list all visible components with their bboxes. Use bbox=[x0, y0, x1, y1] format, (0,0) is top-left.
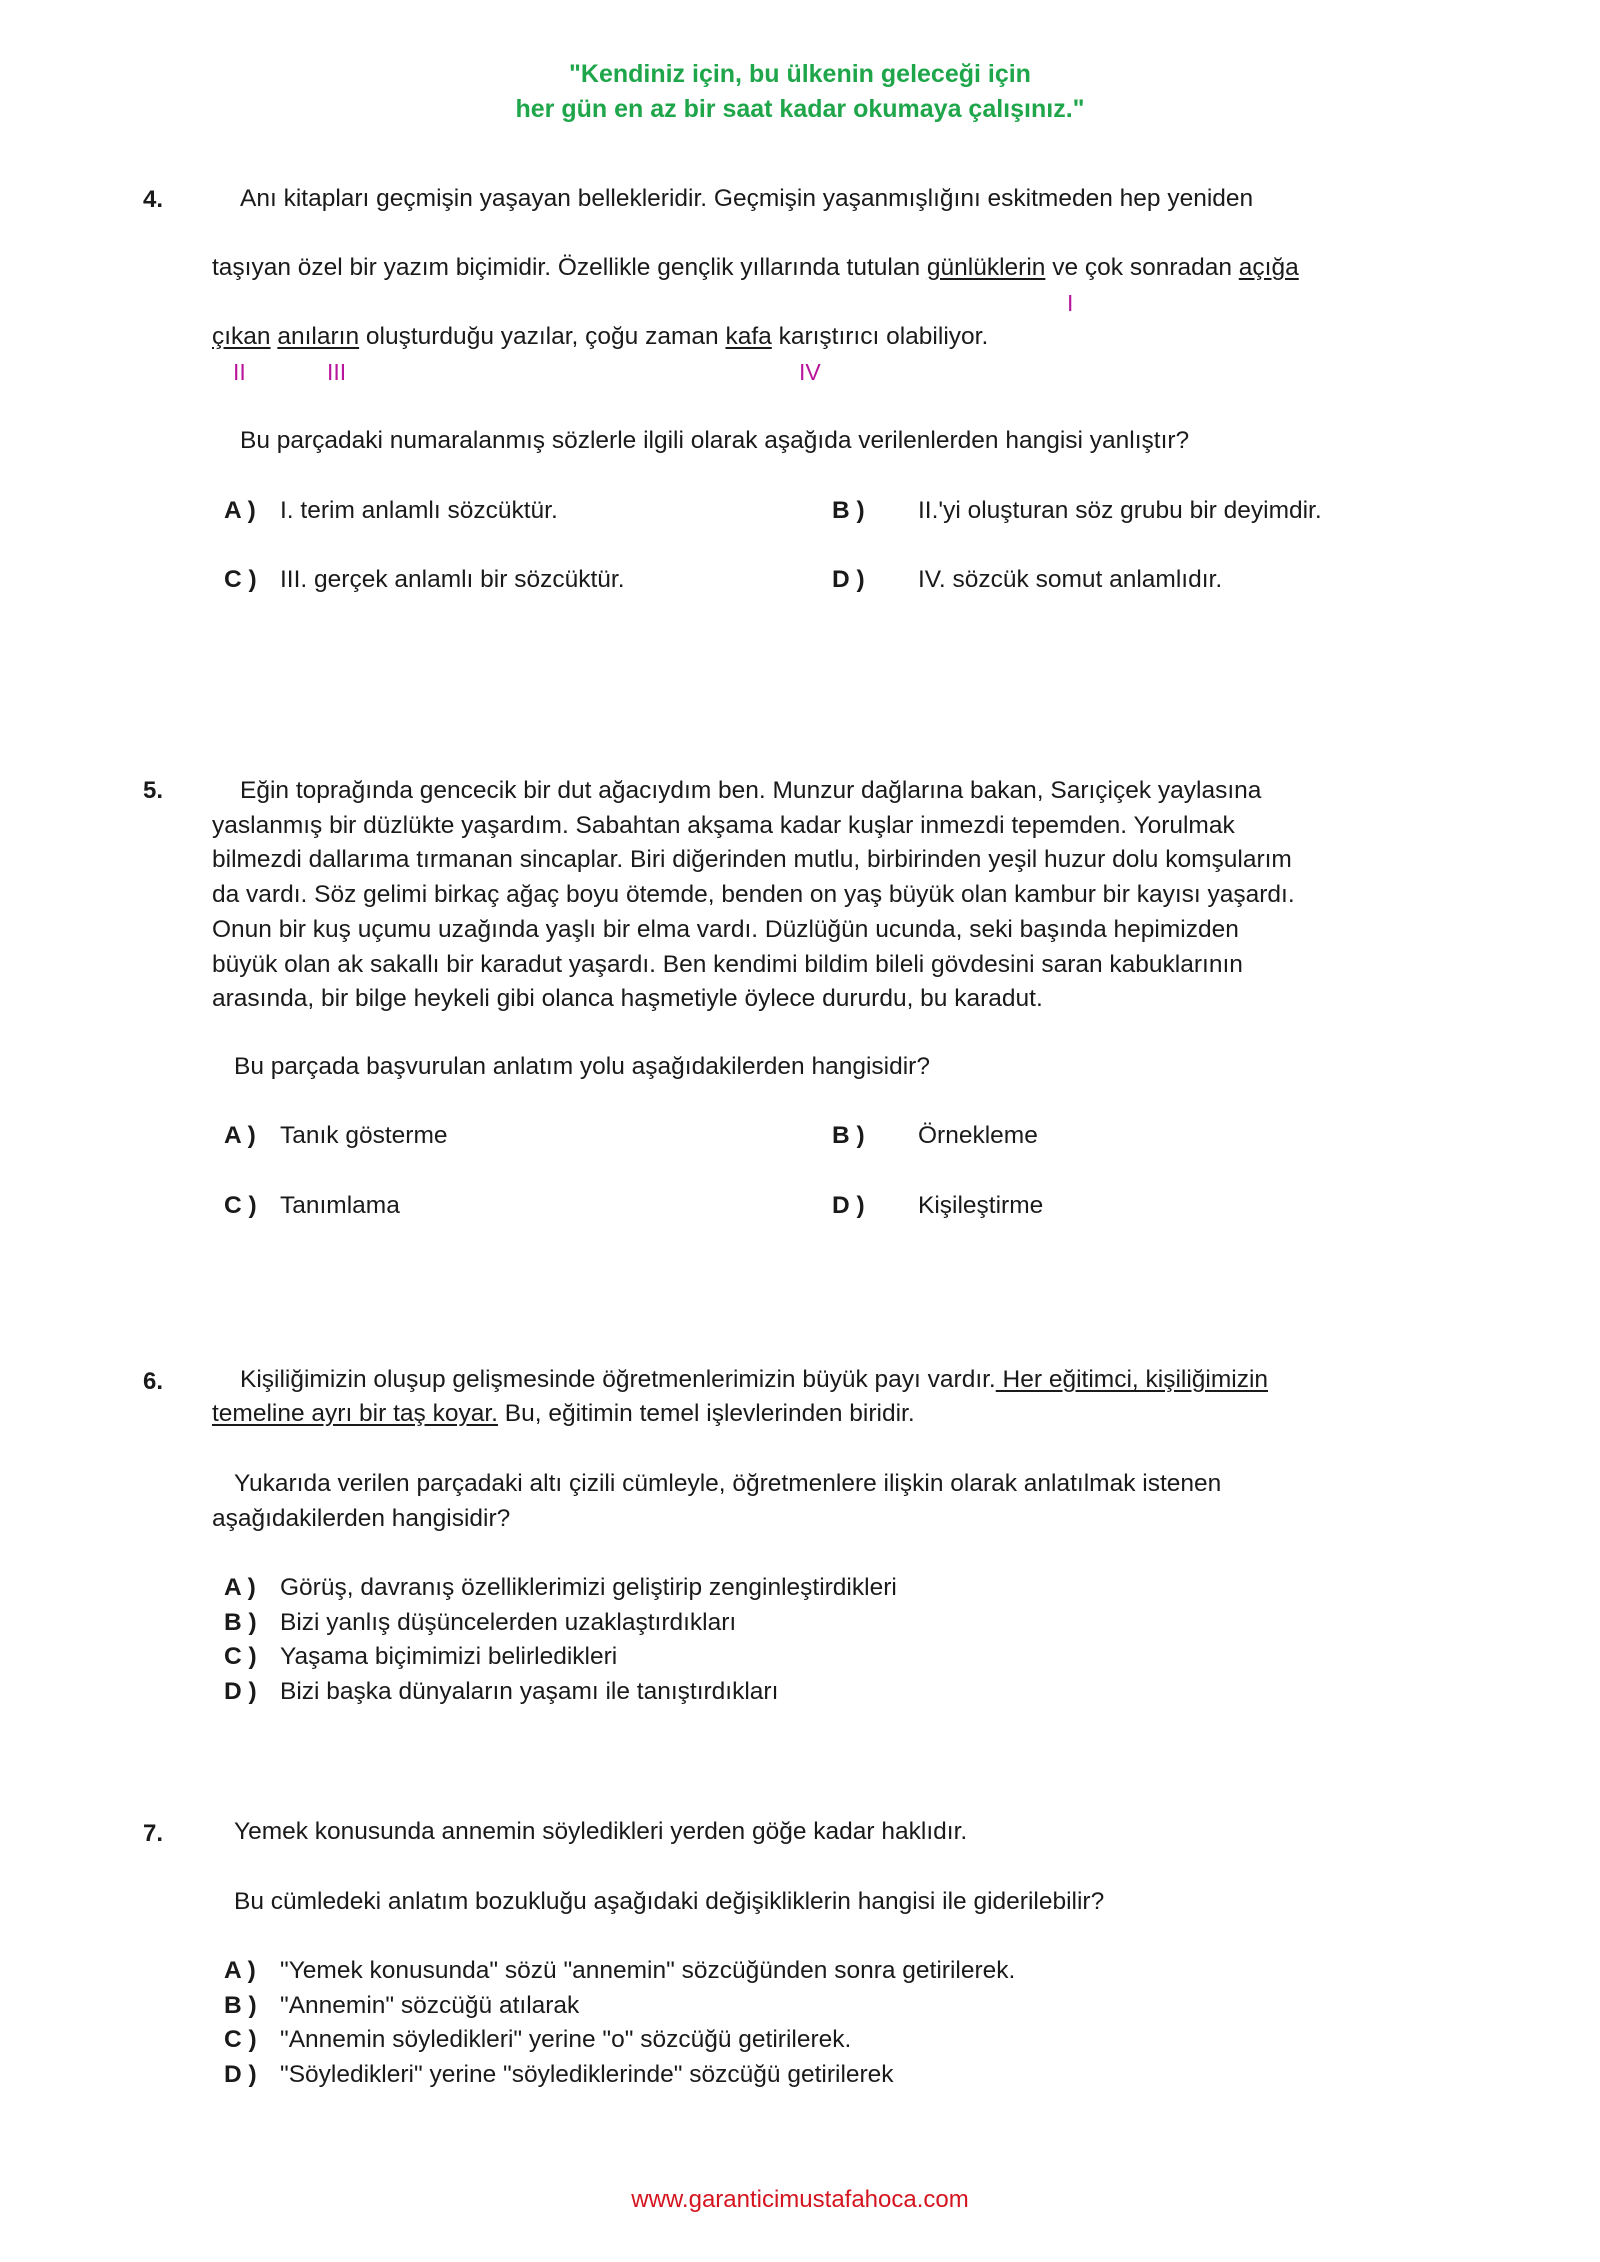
word-aciga: açığa bbox=[1238, 254, 1299, 281]
passage-line: arasında, bir bilge heykeli gibi olanca haşmetiyle öylece dururdu, bu karadut. bbox=[212, 985, 1043, 1013]
option-d[interactable]: D ) Bizi başka dünyaların yaşamı ile tanıştırdıkları bbox=[224, 1678, 779, 1705]
passage bbox=[212, 774, 1442, 1017]
option-d[interactable]: D ) "Söyledikleri" yerine "söylediklerinde" sözcüğü getirilerek bbox=[224, 2061, 894, 2088]
passage-line: yaslanmış bir düzlükte yaşardım. Sabahtan akşama kadar kuşlar inmezdi tepemden. Yorulmak bbox=[212, 811, 1235, 839]
mark-I: I bbox=[1067, 290, 1074, 316]
question-text-2: aşağıdakilerden hangisidir? bbox=[212, 1505, 511, 1532]
sentence: Yemek konusunda annemin söyledikleri yerden göğe kadar haklıdır. bbox=[234, 1818, 968, 1845]
option-b[interactable]: B ) "Annemin" sözcüğü atılarak bbox=[224, 1992, 580, 2019]
option-a[interactable]: A ) Görüş, davranış özelliklerimizi geliştirip zenginleştirdikleri bbox=[224, 1574, 897, 1601]
word-kafa: kafa bbox=[725, 323, 772, 350]
motto-line-1: "Kendiniz için, bu ülkenin geleceği için bbox=[569, 60, 1031, 88]
question-number: 4. bbox=[143, 186, 164, 213]
question-text-1: Yukarıda verilen parçadaki altı çizili cümleyle, öğretmenlere ilişkin olarak anlatılmak istenen bbox=[234, 1470, 1222, 1497]
question-text: Bu parçada başvurulan anlatım yolu aşağıdakilerden hangisidir? bbox=[234, 1053, 930, 1080]
option-a[interactable]: A ) I. terim anlamlı sözcüktür. bbox=[224, 497, 558, 524]
option-d[interactable]: D ) Kişileştirme bbox=[832, 1192, 1044, 1219]
word-gunluklerin: günlüklerin bbox=[926, 254, 1046, 281]
option-a[interactable]: A ) "Yemek konusunda" sözü "annemin" sözcüğünden sonra getirilerek. bbox=[224, 1957, 1016, 1984]
passage-line: da vardı. Söz gelimi birkaç ağaç boyu ötemde, benden on yaş büyük olan kambur bir kayısı yaşardı. bbox=[212, 881, 1295, 909]
passage-line: bilmezdi dallarıma tırmanan sincaplar. Biri diğerinden mutlu, birbirinden yeşil huzur dolu komşularım bbox=[212, 846, 1292, 874]
passage-line: büyük olan ak sakallı bir karadut yaşardı. Ben kendimi bildim bileli gövdesini saran kabuklarının bbox=[212, 950, 1243, 978]
motto-line-2: her gün en az bir saat kadar okumaya çalışınız." bbox=[515, 95, 1085, 123]
underlined-sentence-part-1: Her eğitimci, kişiliğimizin bbox=[995, 1366, 1269, 1393]
mark-IV: IV bbox=[799, 359, 821, 385]
word-cikan: çıkan bbox=[212, 323, 271, 350]
option-c[interactable]: C ) Tanımlama bbox=[224, 1192, 400, 1219]
question-number: 5. bbox=[143, 777, 164, 804]
mark-III: III bbox=[327, 359, 347, 385]
option-d[interactable]: D ) IV. sözcük somut anlamlıdır. bbox=[832, 566, 1223, 593]
passage-line-1: Anı kitapları geçmişin yaşayan bellekleridir. Geçmişin yaşanmışlığını eskitmeden hep yeniden bbox=[240, 185, 1254, 212]
question-text: Bu parçadaki numaralanmış sözlerle ilgili olarak aşağıda verilenlerden hangisi yanlıştır? bbox=[240, 427, 1190, 454]
option-c[interactable]: C ) III. gerçek anlamlı bir sözcüktür. bbox=[224, 566, 625, 593]
mark-II: II bbox=[233, 359, 246, 385]
question-text: Bu cümledeki anlatım bozukluğu aşağıdaki değişikliklerin hangisi ile giderilebilir? bbox=[234, 1888, 1105, 1915]
word-anilarin: anıların bbox=[277, 323, 360, 350]
option-b[interactable]: B ) Bizi yanlış düşüncelerden uzaklaştırdıkları bbox=[224, 1609, 737, 1636]
question-number: 6. bbox=[143, 1368, 164, 1395]
passage-line: Onun bir kuş uçumu uzağında yaşlı bir elma vardı. Düzlüğün ucunda, seki başında hepimizden bbox=[212, 915, 1239, 943]
passage-line-2: temeline ayrı bir taş koyar. Bu, eğitimin temel işlevlerinden biridir. bbox=[212, 1400, 915, 1427]
passage-line-3: çıkan anıların oluşturduğu yazılar, çoğu zaman kafa karıştırıcı olabiliyor. bbox=[212, 323, 989, 350]
option-c[interactable]: C ) Yaşama biçimimizi belirledikleri bbox=[224, 1643, 618, 1670]
motto bbox=[0, 57, 1600, 127]
passage-line: Eğin toprağında gencecik bir dut ağacıydım ben. Munzur dağlarına bakan, Sarıçiçek yaylasına bbox=[240, 777, 1262, 804]
underlined-sentence-part-2: temeline ayrı bir taş koyar. bbox=[212, 1400, 498, 1427]
option-c[interactable]: C ) "Annemin söyledikleri" yerine "o" sözcüğü getirilerek. bbox=[224, 2026, 852, 2053]
passage-line-1: Kişiliğimizin oluşup gelişmesinde öğretmenlerimizin büyük payı vardır. Her eğitimci, kişiliğimizin bbox=[240, 1366, 1269, 1393]
question-number: 7. bbox=[143, 1820, 164, 1847]
option-b[interactable]: B ) II.'yi oluşturan söz grubu bir deyimdir. bbox=[832, 497, 1322, 524]
passage-line-2: taşıyan özel bir yazım biçimidir. Özellikle gençlik yıllarında tutulan günlüklerin ve çok sonradan açığa bbox=[212, 254, 1299, 281]
option-a[interactable]: A ) Tanık gösterme bbox=[224, 1122, 448, 1149]
option-b[interactable]: B ) Örnekleme bbox=[832, 1122, 1038, 1149]
footer-url[interactable]: www.garanticimustafahoca.com bbox=[631, 2186, 969, 2213]
